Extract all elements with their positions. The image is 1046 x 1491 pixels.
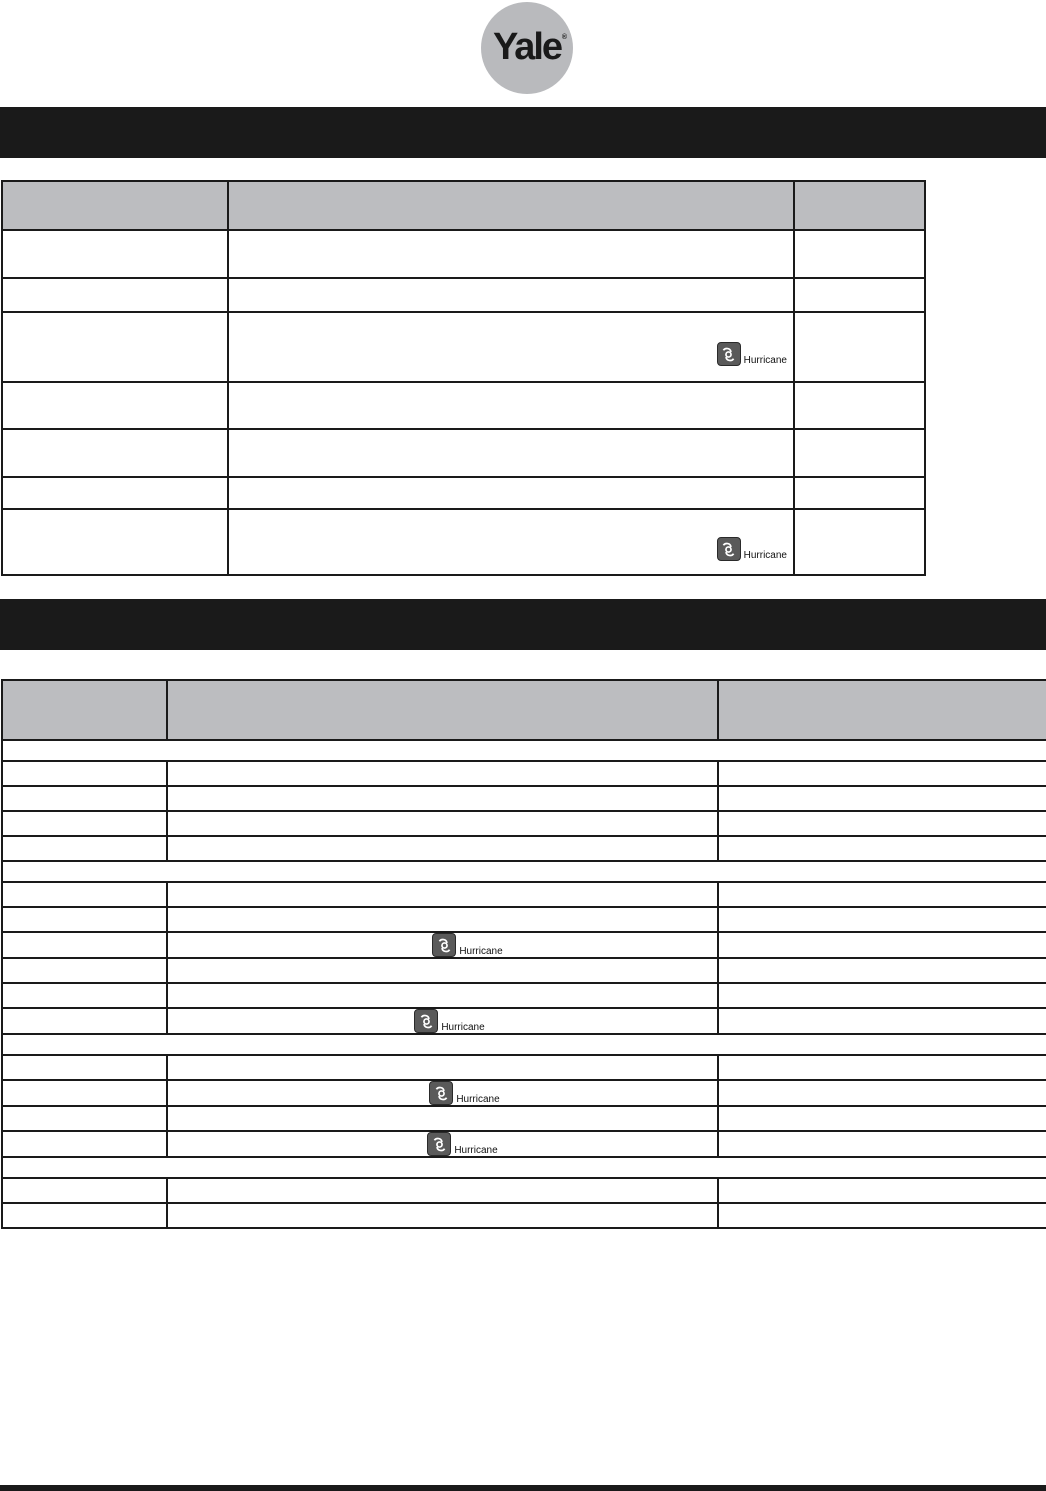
table-row [2,312,925,382]
hurricane-icon [429,1081,453,1105]
table2-header-col3 [718,680,1046,740]
hurricane-icon [427,1132,451,1156]
table-row [2,477,925,509]
group-row [2,740,1046,761]
table-row [2,907,1046,932]
table-row [2,786,1046,811]
hurricane-icon [717,342,741,366]
table-row [2,1203,1046,1228]
table-row [2,1055,1046,1080]
hurricane-badge: Hurricane [432,933,502,957]
table-row [2,1131,1046,1157]
hurricane-badge: Hurricane [429,1081,499,1105]
table-row [2,230,925,278]
group-row [2,1034,1046,1055]
table-row [2,811,1046,836]
group-row [2,1157,1046,1178]
table-row [2,932,1046,958]
table-row [2,1178,1046,1203]
hurricane-badge: Hurricane [427,1132,497,1156]
hurricane-icon [717,537,741,561]
logo-wordmark: Yale ® [492,25,568,68]
yale-logo [481,2,573,94]
hurricane-icon [432,933,456,957]
table1-header-col1 [2,181,228,230]
specification-table-2 [1,679,1046,1229]
table-row [2,382,925,429]
table-row [2,882,1046,907]
section-header-bar-2 [0,599,1046,650]
table2-header-col1 [2,680,167,740]
table-row [2,836,1046,861]
specification-table-1 [1,180,926,576]
table-row [2,278,925,312]
hurricane-icon [414,1009,438,1033]
table-row [2,983,1046,1008]
table-row [2,1080,1046,1106]
table-row [2,509,925,575]
group-row [2,861,1046,882]
table-row [2,761,1046,786]
footer-rule [0,1485,1046,1491]
table-row [2,1106,1046,1131]
table1-header-col2 [228,181,794,230]
table2-header-col2 [167,680,718,740]
hurricane-badge: Hurricane [414,1009,484,1033]
table-row [2,429,925,477]
section-header-bar-1 [0,107,1046,158]
table1-header-col3 [794,181,925,230]
hurricane-badge: Hurricane [717,342,787,366]
table-row [2,958,1046,983]
table-row [2,1008,1046,1034]
hurricane-badge: Hurricane [717,537,787,561]
